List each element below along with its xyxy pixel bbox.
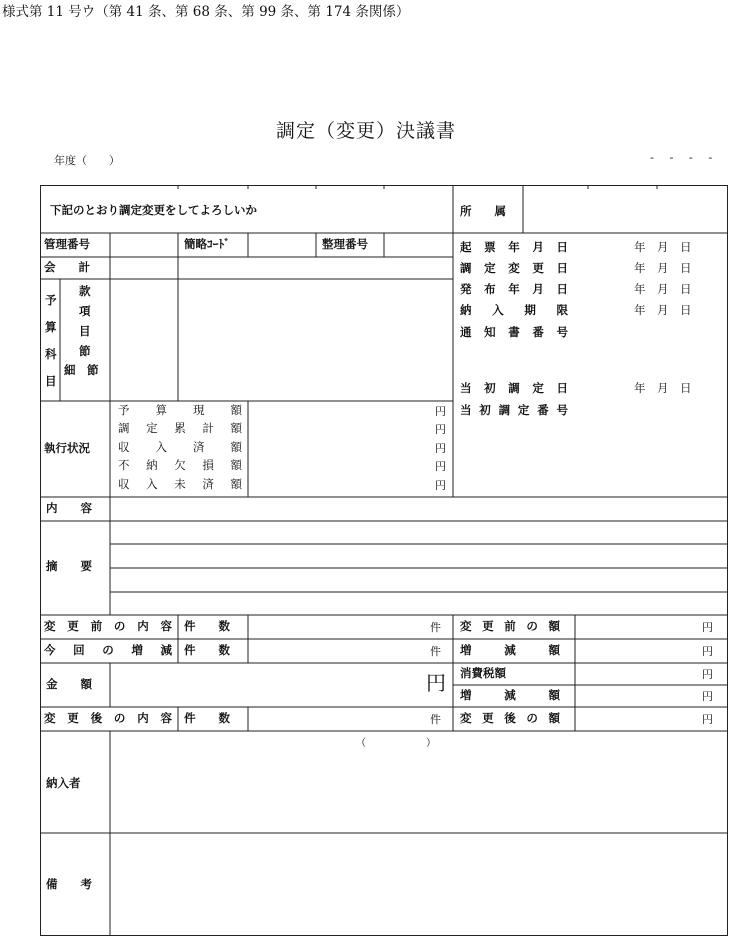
resolution-form: [40, 185, 728, 936]
exec-item-4: 不納欠損額: [118, 458, 242, 472]
change-amount-label-1: 増 減 額: [460, 643, 560, 657]
kou-label: 項: [79, 304, 91, 318]
before-content-label: 変更前の内容: [44, 619, 172, 633]
exec-status-label: 執行状況: [44, 441, 90, 455]
budget-char-3: 科: [45, 347, 57, 361]
notice-number-label: 通知書番号: [460, 325, 568, 339]
count-label-1: 件 数: [184, 619, 230, 633]
summary-label: 摘 要: [46, 559, 92, 573]
yen-before-amount: 円: [702, 621, 713, 634]
this-change-label: 今回の増減: [44, 643, 172, 657]
payer-paren: （ ）: [356, 738, 436, 749]
moku-label: 目: [79, 324, 91, 338]
yen-unit-4: 円: [435, 460, 446, 473]
yen-unit-2: 円: [435, 423, 446, 436]
document-title: 調定（変更）決議書: [275, 120, 456, 142]
amount-label: 金 額: [46, 677, 92, 691]
form-number-header: 様式第 11 号ウ（第 41 条、第 68 条、第 99 条、第 174 条関係）: [2, 4, 410, 20]
exec-item-5: 収入未済額: [118, 477, 242, 491]
budget-char-4: 目: [45, 374, 57, 388]
initial-number-label: 当初調定番号: [460, 403, 568, 417]
initial-date-label: 当初調定日: [460, 381, 568, 395]
exec-item-2: 調定累計額: [118, 421, 242, 435]
date-label-4: 納入期限: [460, 303, 568, 317]
ken-unit-1: 件: [430, 621, 441, 634]
date-label-3: 発布年月日: [460, 282, 568, 296]
yen-change-1: 円: [702, 645, 713, 658]
yen-after-amount: 円: [702, 713, 713, 726]
date-value-3: 年 月 日: [634, 282, 692, 296]
dash-marks: - - - -: [650, 151, 719, 164]
date-value-4: 年 月 日: [634, 303, 692, 317]
yen-unit-5: 円: [435, 479, 446, 492]
content-label: 内 容: [46, 501, 92, 515]
after-content-label: 変更後の内容: [44, 711, 172, 725]
date-value-2: 年 月 日: [634, 261, 692, 275]
yen-unit-3: 円: [435, 442, 446, 455]
exec-item-3: 収入済額: [118, 440, 242, 454]
account-label: 会 計: [44, 260, 90, 274]
initial-date-value: 年 月 日: [634, 381, 692, 395]
affiliation-label: 所 属: [460, 204, 506, 218]
ken-unit-3: 件: [430, 713, 441, 726]
exec-item-1: 予算現額: [118, 403, 242, 417]
ken-unit-2: 件: [430, 645, 441, 658]
date-value-1: 年 月 日: [634, 240, 692, 254]
yen-unit-1: 円: [435, 405, 446, 418]
yen-tax: 円: [702, 668, 713, 681]
before-amount-label: 変更前の額: [460, 619, 560, 633]
tax-label: 消費税額: [460, 666, 506, 680]
change-amount-label-2: 増 減 額: [460, 688, 560, 702]
after-amount-label: 変更後の額: [460, 711, 560, 725]
yen-change-2: 円: [702, 690, 713, 703]
management-number-label: 管理番号: [44, 237, 90, 251]
count-label-2: 件 数: [184, 643, 230, 657]
short-code-label: 簡略ｺｰﾄﾞ: [184, 237, 230, 251]
count-label-3: 件 数: [184, 711, 230, 725]
setsu-label: 節: [79, 344, 91, 358]
date-label-1: 起票年月日: [460, 240, 568, 254]
yen-amount-large: 円: [426, 671, 446, 695]
kan-label: 款: [79, 284, 91, 298]
form-grid-lines: [40, 185, 728, 936]
seiri-number-label: 整理番号: [322, 237, 368, 251]
payer-label: 納入者: [46, 776, 81, 790]
remarks-label: 備 考: [46, 877, 92, 891]
saisetsu-label: 細 節: [64, 363, 99, 377]
budget-char-1: 予: [45, 293, 57, 307]
intro-text: 下記のとおり調定変更をしてよろしいか: [50, 203, 257, 217]
fiscal-year-label: 年度（ ）: [54, 154, 120, 167]
date-label-2: 調定変更日: [460, 261, 568, 275]
budget-char-2: 算: [45, 320, 57, 334]
